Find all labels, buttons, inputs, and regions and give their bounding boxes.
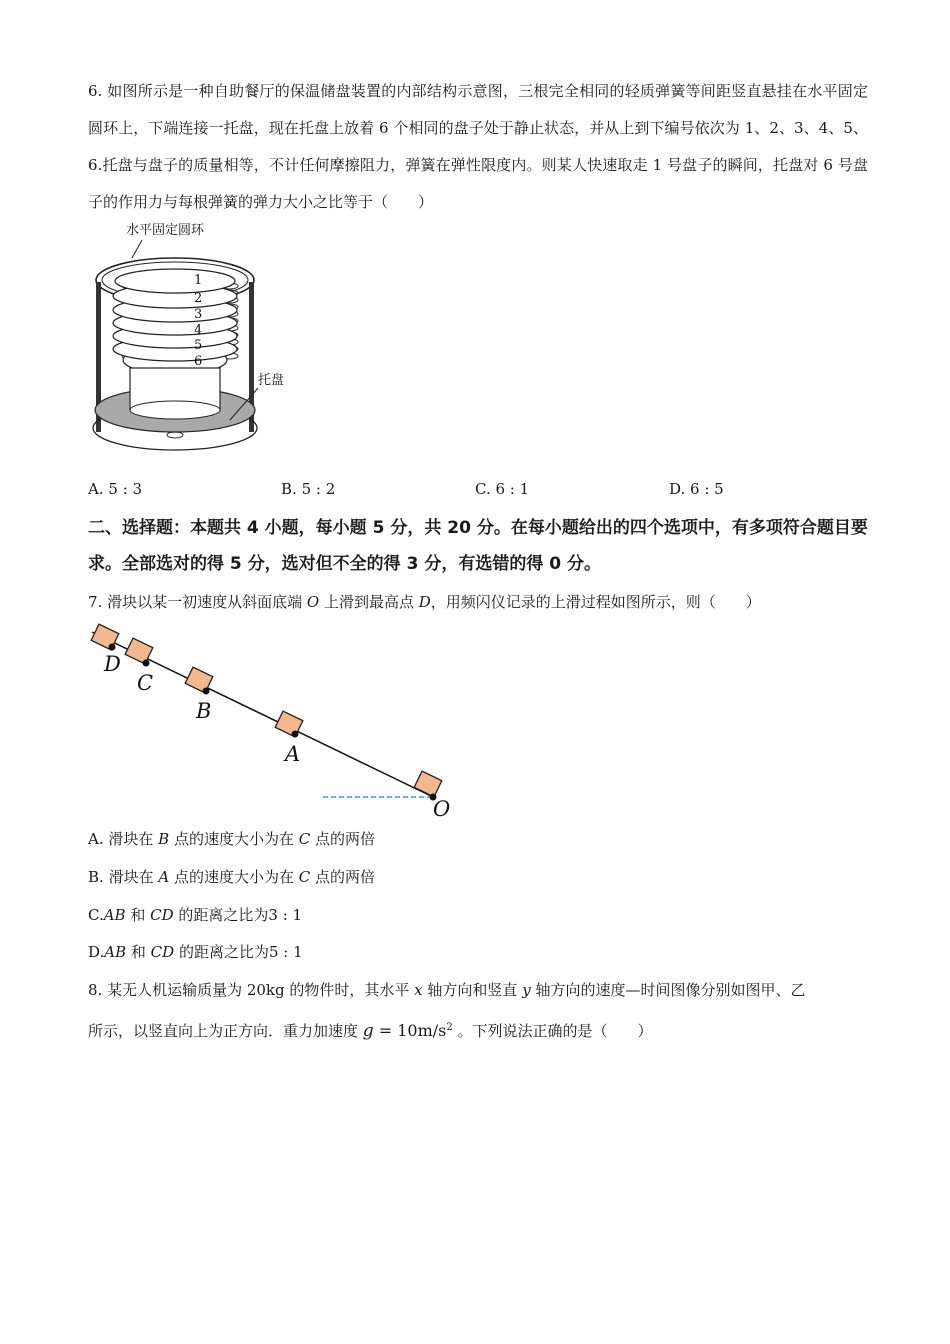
plate-stack: [113, 269, 237, 374]
plate-dispenser-diagram: [90, 218, 290, 478]
option-var: AB: [104, 943, 127, 961]
question-7-figure: [88, 620, 468, 829]
ring-label: 水平固定圆环: [126, 223, 205, 238]
option-letter: D.: [669, 480, 686, 498]
option-text: 的距离之比为: [173, 906, 269, 924]
q8-var-y: y: [522, 981, 531, 999]
option-text: 点的两倍: [310, 868, 376, 886]
question-8-line-2: [88, 1020, 653, 1041]
label-o: O: [433, 797, 451, 821]
plate-number-1: 1: [194, 273, 203, 288]
option-var: C: [298, 830, 311, 848]
q7-var-o: O: [306, 593, 320, 611]
plate-number-labels: [194, 273, 202, 369]
option-var: A: [158, 868, 170, 886]
option-value: 5 : 3: [108, 480, 143, 498]
tray-label: 托盘: [258, 373, 285, 388]
point-c: [143, 660, 150, 667]
strobe-points: [109, 644, 437, 801]
q6-option-b[interactable]: [281, 480, 335, 498]
q8-text-part: 所示，以竖直向上为正方向．重力加速度: [88, 1022, 363, 1040]
holder-base: [130, 401, 220, 419]
option-ratio: 5 : 1: [268, 943, 303, 961]
q8-var-g: g: [362, 1021, 374, 1041]
q6-option-a[interactable]: [88, 480, 142, 498]
q8-gravity-value: = 10m/s: [373, 1021, 447, 1040]
point-labels: [103, 652, 450, 821]
q7-text-part: ，用频闪仪记录的上滑过程如图所示，则（ ）: [430, 593, 761, 611]
slider-blocks: [91, 624, 442, 797]
option-ratio: 3 : 1: [268, 906, 303, 924]
q6-option-c[interactable]: [475, 480, 529, 498]
ring-leader-line: [132, 240, 142, 258]
q8-text-part: 轴方向和竖直: [422, 981, 523, 999]
label-d: D: [104, 652, 121, 676]
option-text: 点的速度大小为在: [169, 830, 299, 848]
option-letter: B.: [88, 868, 104, 886]
option-text: 和: [125, 906, 151, 924]
q7-option-a[interactable]: [88, 828, 375, 849]
q7-option-d[interactable]: [88, 941, 303, 962]
option-var: C: [298, 868, 311, 886]
question-8-line-1: [88, 979, 805, 1000]
option-letter: D.: [88, 943, 105, 961]
q8-var-x: x: [414, 981, 423, 999]
question-7-text: [88, 591, 761, 612]
plate-number-3: 3: [194, 307, 203, 322]
question-6-figure: [90, 218, 290, 482]
option-text: 的距离之比为: [174, 943, 269, 961]
option-var: AB: [103, 906, 126, 924]
q8-text-part: 。下列说法正确的是（ ）: [452, 1022, 653, 1040]
q7-text-part: 上滑到最高点: [319, 593, 419, 611]
plate-number-2: 2: [194, 291, 203, 306]
option-text: 滑块在: [108, 830, 159, 848]
label-a: A: [285, 742, 301, 766]
option-value: 6 : 1: [495, 480, 530, 498]
option-letter: C.: [88, 906, 104, 924]
question-6-text: 6. 如图所示是一种自助餐厅的保温储盘装置的内部结构示意图，三根完全相同的轻质弹簧等间距竖直悬挂在水平固定圆环上，下端连接一托盘，现在托盘上放着 6 个相同的盘子处于静止状态，并从上到下编号依次为 1、2、3、4、5、6.托盘与盘子的质量相等，不计任何摩擦阻力，弹簧在弹性限度内。则某人快速取走 1 号盘子的瞬间，托盘对 6 号盘子的作用力与每根弹簧的弹力大小之比等于（ ）: [88, 82, 868, 211]
block-at-o: [414, 771, 442, 797]
option-var: CD: [150, 906, 174, 924]
q7-option-c[interactable]: [88, 904, 302, 925]
q6-option-d[interactable]: [669, 480, 724, 498]
section-2-heading: 二、选择题：本题共 4 小题，每小题 5 分，共 20 分。在每小题给出的四个选项中，有多项符合题目要求。全部选对的得 5 分，选对但不全的得 3 分，有选错的得 0 分。: [88, 518, 868, 574]
plate-number-5: 5: [194, 338, 203, 353]
option-letter: B.: [281, 480, 297, 498]
option-letter: A.: [88, 830, 104, 848]
point-a: [292, 731, 299, 738]
option-text: 点的两倍: [310, 830, 376, 848]
q7-option-b[interactable]: [88, 866, 375, 887]
option-letter: C.: [475, 480, 491, 498]
point-b: [203, 688, 210, 695]
option-text: 点的速度大小为在: [169, 868, 299, 886]
q7-var-d: D: [418, 593, 431, 611]
option-value: 5 : 2: [301, 480, 336, 498]
option-var: B: [158, 830, 170, 848]
option-text: 滑块在: [108, 868, 159, 886]
point-d: [109, 644, 116, 651]
label-b: B: [196, 699, 212, 723]
q8-gravity-exponent: 2: [446, 1022, 453, 1033]
option-value: 6 : 5: [690, 480, 724, 498]
option-text: 和: [126, 943, 151, 961]
label-c: C: [137, 671, 154, 695]
block-at-a: [275, 711, 303, 737]
option-var: CD: [150, 943, 175, 961]
q8-text-part: 8. 某无人机运输质量为 20kg 的物件时，其水平: [88, 981, 415, 999]
option-letter: A.: [88, 480, 104, 498]
incline-strobe-diagram: [88, 620, 468, 825]
plate-number-4: 4: [194, 323, 203, 338]
plate-number-6: 6: [194, 354, 203, 369]
q7-text-part: 7. 滑块以某一初速度从斜面底端: [88, 593, 307, 611]
q8-text-part: 轴方向的速度—时间图像分别如图甲、乙: [530, 981, 806, 999]
